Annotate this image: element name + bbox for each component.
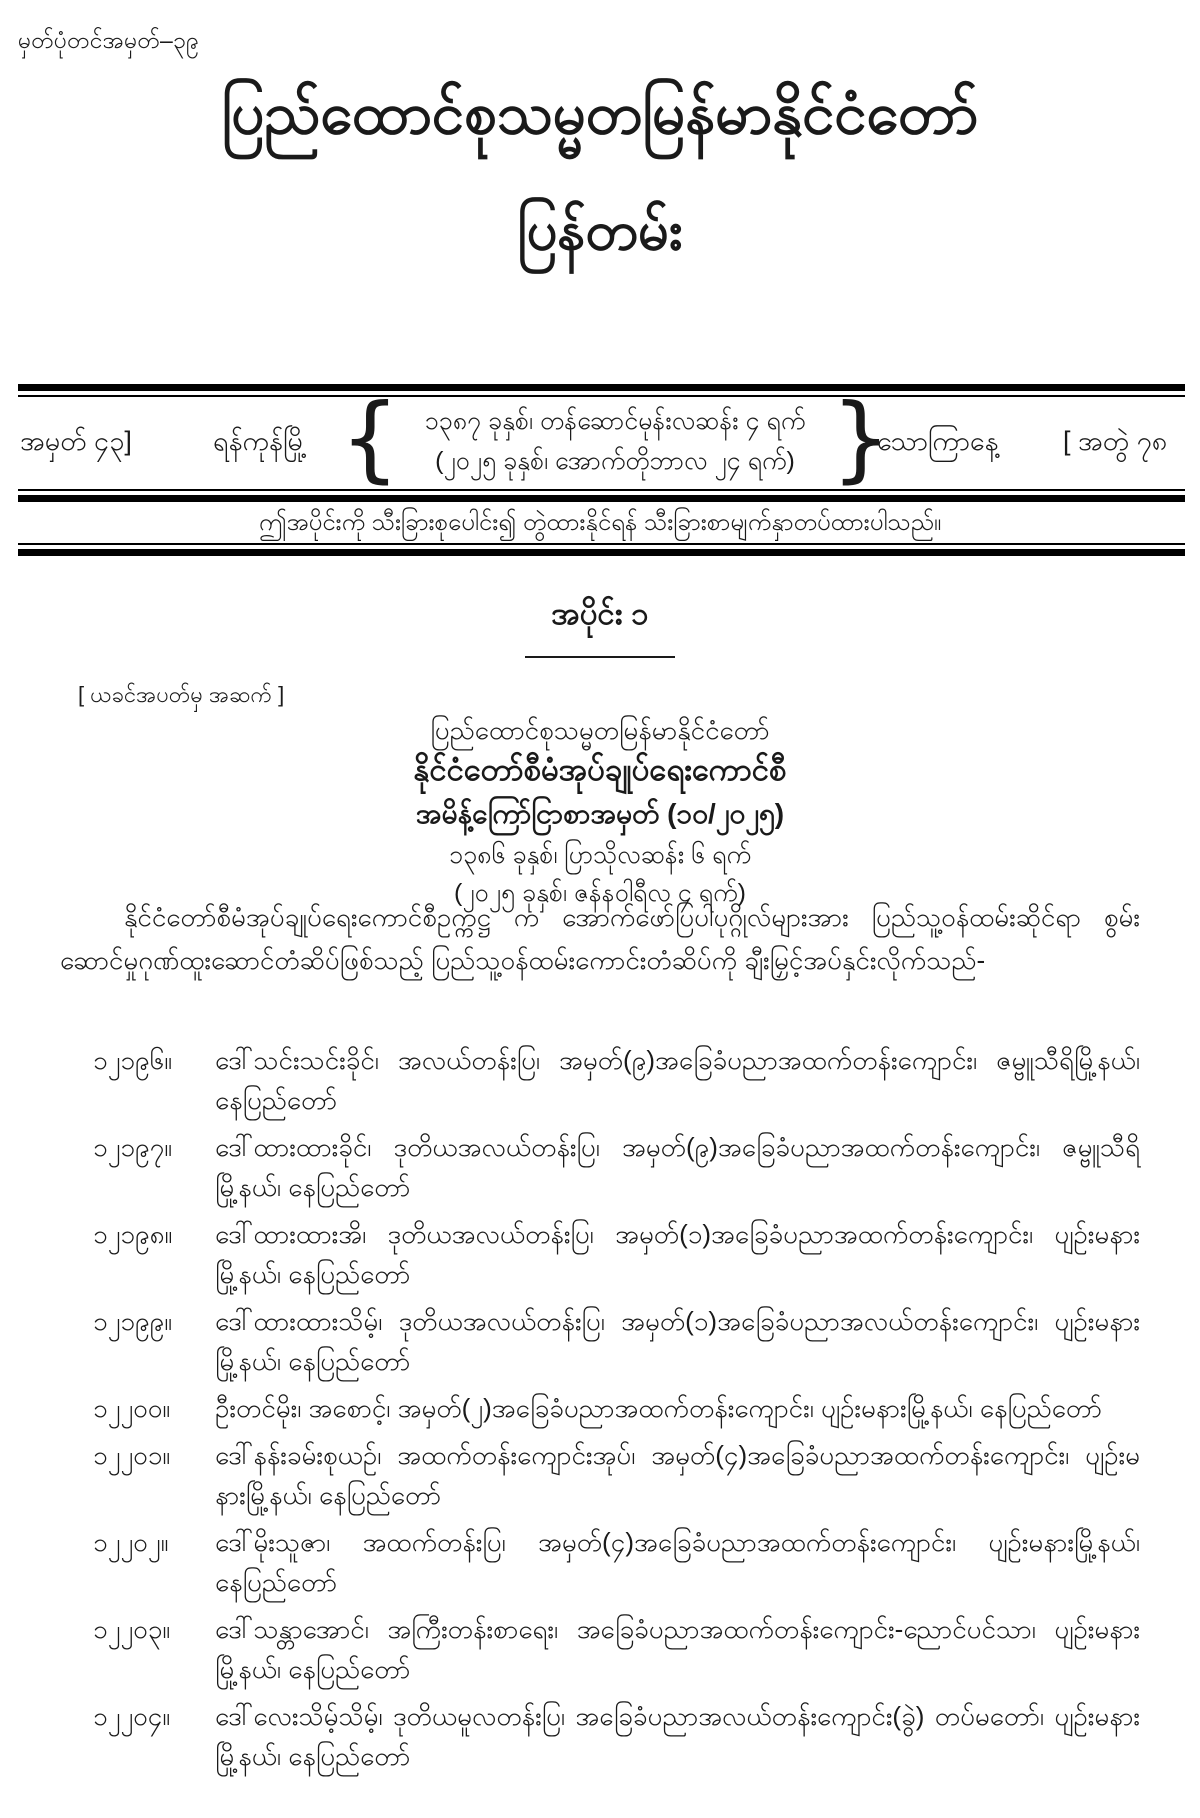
gazette-title: ပြည်ထောင်စုသမ္မတမြန်မာနိုင်ငံတော် (221, 81, 979, 146)
list-item (60, 1388, 1140, 1428)
state-name: ပြည်ထောင်စုသမ္မတမြန်မာနိုင်ငံတော် (430, 715, 770, 745)
city-name: ရန်ကုန်မြို့ (213, 426, 307, 456)
left-brace-icon: { (340, 384, 400, 493)
recipient-details: ဒေါ်လေးသိမ့်သိမ့်၊ ဒုတိယမူလတန်းပြ၊ အခြေခံပညာအလယ်တန်းကျောင်း(ခွဲ) တပ်မတော်၊ ပျဉ်းမနားမြို့နယ်၊ နေပြည်တော် (215, 1701, 1140, 1771)
order-body-paragraph: နိုင်ငံတော်စီမံအုပ်ချုပ်ရေးကောင်စီဥက္ကဋ္ဌ က အောက်ဖော်ပြပါပုဂ္ဂိုလ်များအား ပြည်သူ့ဝန်ထမ်းဆိုင်ရာ စွမ်းဆောင်မှုဂုဏ်ထူးဆောင်တံဆိပ်ဖြစ်သည့် ပြည်သူ့ဝန်ထမ်းကောင်းတံဆိပ်ကို ချီးမြှင့်အပ်နှင်းလိုက်သည်- (60, 902, 1140, 975)
recipient-details: ဒေါ်ထားထားအိ၊ ဒုတိယအလယ်တန်းပြ၊ အမှတ်(၁)အခြေခံပညာအထက်တန်းကျောင်း၊ ပျဉ်းမနားမြို့နယ်၊ နေပြည်တော် (215, 1219, 1140, 1289)
serial-number: ၁၂၁၉၉။ (93, 1306, 173, 1336)
recipient-details: ဒေါ်သန္တာအောင်၊ အကြီးတန်းစာရေး၊ အခြေခံပညာအထက်တန်းကျောင်း-ညောင်ပင်သာ၊ ပျဉ်းမနားမြို့နယ်၊ နေပြည်တော် (215, 1614, 1140, 1684)
double-rule-bottom (18, 543, 1185, 556)
registration-number: မှတ်ပုံတင်အမှတ်–၃၉ (18, 27, 200, 53)
recipient-details: ဒေါ်နန်းခမ်းစုယဉ်၊ အထက်တန်းကျောင်းအုပ်၊ အမှတ်(၄)အခြေခံပညာအထက်တန်းကျောင်း၊ ပျဉ်းမနားမြို့နယ်၊ နေပြည်တော် (215, 1440, 1140, 1510)
recipient-details: ဒေါ်သင်းသင်းခိုင်၊ အလယ်တန်းပြ၊ အမှတ်(၉)အခြေခံပညာအထက်တန်းကျောင်း၊ ဇမ္ဗူသီရိမြို့နယ်၊ နေပြည်တော် (215, 1045, 1140, 1115)
order-date-gregorian: (၂၀၂၅ ခုနှစ်၊ ဇန်နဝါရီလ ၄ ရက်) (454, 879, 746, 907)
gazette-subtitle: ပြန်တမ်း (517, 201, 683, 261)
gregorian-calendar-date: (၂၀၂၅ ခုနှစ်၊ အောက်တိုဘာလ ၂၄ ရက်) (435, 447, 795, 475)
council-name: နိုင်ငံတော်စီမံအုပ်ချုပ်ရေးကောင်စီ (413, 752, 787, 787)
recipient-details: ဒေါ်မိုးသူဇာ၊ အထက်တန်းပြ၊ အမှတ်(၄)အခြေခံပညာအထက်တန်းကျောင်း၊ ပျဉ်းမနားမြို့နယ်၊ နေပြည်တော် (215, 1527, 1140, 1597)
issue-dates (400, 401, 830, 481)
volume-number: [ အတွဲ ၇၈ (1063, 426, 1168, 456)
continuation-note: [ ယခင်အပတ်မှ အဆက် ] (78, 682, 285, 707)
binding-notice: ဤအပိုင်းကို သီးခြားစုပေါင်း၍ တွဲထားနိုင်ရန် သီးခြားစာမျက်နှာတပ်ထားပါသည်။ (258, 509, 942, 536)
serial-number: ၁၂၂၀၃။ (93, 1614, 171, 1644)
serial-number: ၁၂၁၉၆။ (93, 1045, 173, 1075)
double-rule-middle (18, 489, 1185, 502)
issue-number: အမှတ် ၄၃] (20, 426, 132, 456)
order-date-myanmar: ၁၃၈၆ ခုနှစ်၊ ပြာသိုလဆန်း ၆ ရက် (449, 841, 751, 869)
serial-number: ၁၂၂၀၂။ (93, 1527, 169, 1557)
order-number: အမိန့်ကြော်ငြာစာအမှတ် (၁၀/၂၀၂၅) (415, 798, 785, 829)
myanmar-calendar-date: ၁၃၈၇ ခုနှစ်၊ တန်ဆောင်မုန်းလဆန်း ၄ ရက် (424, 407, 806, 435)
list-item (60, 1609, 1140, 1689)
list-item (60, 1522, 1140, 1602)
list-item (60, 1301, 1140, 1381)
list-item (60, 1127, 1140, 1207)
recipient-details: ဒေါ်ထားထားခိုင်၊ ဒုတိယအလယ်တန်းပြ၊ အမှတ်(၉)အခြေခံပညာအထက်တန်းကျောင်း၊ ဇမ္ဗူသီရိမြို့နယ်၊ နေပြည်တော် (215, 1132, 1140, 1202)
double-rule-top (18, 384, 1185, 397)
weekday-label: သောကြာနေ့ (877, 426, 999, 456)
list-item (60, 1435, 1140, 1515)
serial-number: ၁၂၂၀၄။ (93, 1701, 171, 1731)
serial-number: ၁၂၁၉၇။ (93, 1132, 173, 1162)
serial-number: ၁၂၂၀၁။ (93, 1440, 171, 1470)
order-header-block (0, 712, 1200, 912)
recipient-list (60, 1040, 1140, 1783)
right-brace-icon: } (831, 384, 891, 493)
serial-number: ၁၂၂၀၀။ (93, 1393, 171, 1423)
recipient-details: ဒေါ်ထားထားသိမ့်၊ ဒုတိယအလယ်တန်းပြ၊ အမှတ်(၁)အခြေခံပညာအလယ်တန်းကျောင်း၊ ပျဉ်းမနားမြို့နယ်၊ နေပြည်တော် (215, 1306, 1140, 1376)
recipient-details: ဦးတင်မိုး၊ အစောင့်၊ အမှတ်(၂)အခြေခံပညာအထက်တန်းကျောင်း၊ ပျဉ်းမနားမြို့နယ်၊ နေပြည်တော် (215, 1393, 1102, 1423)
part-heading: အပိုင်း ၁ (551, 596, 649, 631)
part-heading-underline (525, 656, 675, 658)
list-item (60, 1214, 1140, 1294)
list-item (60, 1696, 1140, 1776)
list-item (60, 1040, 1140, 1120)
serial-number: ၁၂၁၉၈။ (93, 1219, 173, 1249)
